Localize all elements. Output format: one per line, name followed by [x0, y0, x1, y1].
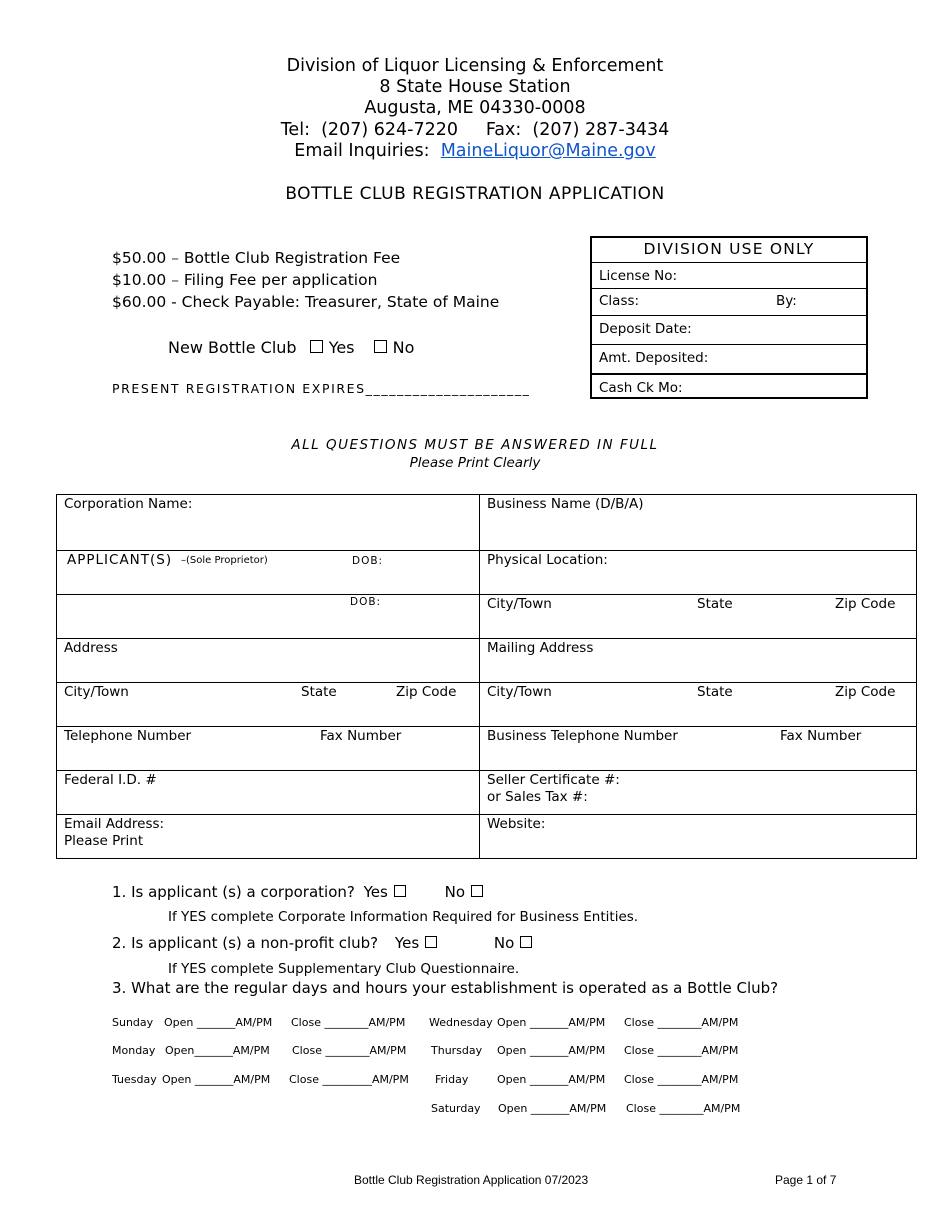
question-1-text: 1. Is applicant (s) a corporation? — [112, 883, 355, 901]
email-link[interactable]: MaineLiquor@Maine.gov — [440, 141, 656, 161]
tuesday-close-field[interactable]: Close _________AM/PM — [289, 1073, 409, 1086]
address-field[interactable] — [57, 639, 480, 683]
zip-code-label: Zip Code — [835, 596, 896, 612]
question-1-note: If YES complete Corporate Information Required for Business Entities. — [168, 909, 639, 925]
new-bottle-club-label: New Bottle Club — [168, 338, 297, 357]
email-address-field[interactable] — [57, 815, 480, 859]
address-label: Address — [64, 640, 118, 656]
mailing-address-label: Mailing Address — [487, 640, 594, 656]
question-1 — [112, 883, 485, 901]
agency-email-line — [0, 141, 950, 162]
new-club-no-checkbox[interactable] — [374, 340, 387, 353]
mailing-city-state-zip-field[interactable] — [480, 683, 917, 727]
dob-label: DOB: — [350, 596, 382, 608]
question-2-note: If YES complete Supplementary Club Questionnaire. — [168, 961, 520, 977]
fee-description: Filing Fee per application — [183, 271, 378, 289]
question-2-text: 2. Is applicant (s) a non-profit club? — [112, 934, 379, 952]
table-row — [57, 683, 917, 727]
seller-certificate-field[interactable] — [480, 771, 917, 815]
saturday-close-field[interactable]: Close ________AM/PM — [626, 1102, 741, 1115]
cash-ck-mo-field[interactable] — [592, 373, 866, 399]
instructions-line-1: ALL QUESTIONS MUST BE ANSWERED IN FULL — [291, 437, 659, 453]
corporation-name-label: Corporation Name: — [64, 496, 193, 512]
fee-line-1: $50.00 – Bottle Club Registration Fee — [112, 249, 401, 267]
fax-number-label: Fax Number — [320, 728, 402, 744]
state-label: State — [697, 684, 733, 700]
footer-form-id: Bottle Club Registration Application 07/2023 — [354, 1173, 589, 1187]
website-label: Website: — [487, 816, 546, 832]
federal-id-field[interactable] — [57, 771, 480, 815]
seller-certificate-label: Seller Certificate #: — [487, 772, 620, 788]
applicant-2-field[interactable] — [57, 595, 480, 639]
table-row — [57, 595, 917, 639]
question-2 — [112, 934, 534, 952]
class-field[interactable] — [592, 288, 866, 315]
table-row — [57, 639, 917, 683]
by-label: By: — [776, 293, 797, 309]
q2-no-checkbox[interactable] — [520, 936, 532, 948]
applicants-label: APPLICANT(S) — [67, 552, 173, 568]
fee-amount: $50.00 — [112, 249, 167, 267]
license-no-field[interactable] — [592, 262, 866, 288]
wednesday-close-field[interactable]: Close ________AM/PM — [624, 1016, 739, 1029]
day-sunday: Sunday — [112, 1016, 154, 1029]
yes-label: Yes — [328, 338, 355, 357]
fax-label: Fax: — [485, 120, 522, 140]
day-monday: Monday — [112, 1044, 156, 1057]
fee-description: Bottle Club Registration Fee — [183, 249, 401, 267]
email-address-labels — [64, 816, 164, 850]
class-label: Class: — [599, 293, 640, 309]
friday-open-field[interactable]: Open _______AM/PM — [497, 1073, 606, 1086]
email-address-label: Email Address: — [64, 816, 165, 832]
fax-number: (207) 287-3434 — [532, 120, 670, 140]
day-saturday: Saturday — [431, 1102, 481, 1115]
applicant-info-table — [56, 494, 917, 859]
monday-close-field[interactable]: Close ________AM/PM — [292, 1044, 407, 1057]
sunday-close-field[interactable]: Close ________AM/PM — [291, 1016, 406, 1029]
email-label: Email Inquiries: — [294, 141, 430, 161]
form-title: BOTTLE CLUB REGISTRATION APPLICATION — [285, 184, 665, 204]
day-wednesday: Wednesday — [429, 1016, 493, 1029]
dob-label: DOB: — [352, 555, 384, 567]
fee-line-3: $60.00 - Check Payable: Treasurer, State of Maine — [112, 293, 500, 311]
q1-no-checkbox[interactable] — [471, 885, 483, 897]
physical-city-state-zip-field[interactable] — [480, 595, 917, 639]
tel-number: (207) 624-7220 — [321, 120, 458, 140]
tuesday-open-field[interactable]: Open _______AM/PM — [162, 1073, 271, 1086]
no-label: No — [444, 883, 466, 901]
friday-close-field[interactable]: Close ________AM/PM — [624, 1073, 739, 1086]
thursday-close-field[interactable]: Close ________AM/PM — [624, 1044, 739, 1057]
business-name-field[interactable] — [480, 495, 917, 551]
amt-deposited-field[interactable] — [592, 344, 866, 373]
state-label: State — [697, 596, 733, 612]
sales-tax-label: or Sales Tax #: — [487, 789, 588, 805]
present-registration-expires-field[interactable]: PRESENT REGISTRATION EXPIRES_____________________ — [112, 381, 531, 396]
q1-yes-checkbox[interactable] — [394, 885, 406, 897]
business-telephone-label: Business Telephone Number — [487, 728, 678, 744]
day-friday: Friday — [435, 1073, 469, 1086]
day-thursday: Thursday — [431, 1044, 483, 1057]
yes-label: Yes — [394, 934, 420, 952]
agency-name: Division of Liquor Licensing & Enforcement — [286, 56, 664, 76]
telephone-fax-field[interactable] — [57, 727, 480, 771]
deposit-date-field[interactable] — [592, 315, 866, 344]
zip-code-label: Zip Code — [835, 684, 896, 700]
agency-address-line2: Augusta, ME 04330-0008 — [364, 98, 586, 118]
new-club-yes-checkbox[interactable] — [310, 340, 323, 353]
city-town-label: City/Town — [487, 596, 552, 612]
business-name-label: Business Name (D/B/A) — [487, 496, 644, 512]
physical-location-label: Physical Location: — [487, 552, 608, 568]
table-row — [57, 727, 917, 771]
footer-page-number: Page 1 of 7 — [775, 1173, 837, 1187]
amt-deposited-label: Amt. Deposited: — [599, 350, 709, 366]
instructions-line-2: Please Print Clearly — [409, 455, 541, 471]
agency-address-line1: 8 State House Station — [379, 77, 571, 97]
business-telephone-fax-field[interactable] — [480, 727, 917, 771]
sunday-open-field[interactable]: Open _______AM/PM — [164, 1016, 273, 1029]
physical-location-field[interactable] — [480, 551, 917, 595]
fee-line-2: $10.00 – Filing Fee per application — [112, 271, 378, 289]
thursday-open-field[interactable]: Open _______AM/PM — [497, 1044, 606, 1057]
state-label: State — [301, 684, 337, 700]
federal-id-label: Federal I.D. # — [64, 772, 157, 788]
website-field[interactable] — [480, 815, 917, 859]
table-row — [57, 495, 917, 551]
please-print-label: Please Print — [64, 833, 144, 849]
q2-yes-checkbox[interactable] — [425, 936, 437, 948]
applicant-city-state-zip-field[interactable] — [57, 683, 480, 727]
city-town-label: City/Town — [64, 684, 129, 700]
yes-label: Yes — [363, 883, 388, 901]
license-no-label: License No: — [599, 268, 678, 284]
day-tuesday: Tuesday — [112, 1073, 157, 1086]
zip-code-label: Zip Code — [396, 684, 457, 700]
saturday-open-field[interactable]: Open _______AM/PM — [498, 1102, 607, 1115]
seller-certificate-labels — [487, 772, 620, 806]
cash-ck-mo-label: Cash Ck Mo: — [599, 380, 683, 396]
wednesday-open-field[interactable]: Open _______AM/PM — [497, 1016, 606, 1029]
question-3: 3. What are the regular days and hours your establishment is operated as a Bottle Club? — [112, 979, 779, 997]
agency-phone-line — [0, 120, 950, 141]
division-use-title: DIVISION USE ONLY — [643, 240, 815, 258]
new-bottle-club-row — [168, 338, 414, 357]
mailing-address-field[interactable] — [480, 639, 917, 683]
telephone-number-label: Telephone Number — [64, 728, 192, 744]
monday-open-field[interactable]: Open_______AM/PM — [165, 1044, 270, 1057]
deposit-date-label: Deposit Date: — [599, 321, 692, 337]
tel-label: Tel: — [280, 120, 310, 140]
no-label: No — [493, 934, 515, 952]
applicant-1-field[interactable] — [57, 551, 480, 595]
table-row — [57, 771, 917, 815]
table-row — [57, 815, 917, 859]
table-row — [57, 551, 917, 595]
corporation-name-field[interactable] — [57, 495, 480, 551]
division-use-only-box — [590, 236, 868, 399]
fee-amount: $10.00 — [112, 271, 167, 289]
fax-number-label: Fax Number — [780, 728, 862, 744]
no-label: No — [392, 338, 415, 357]
city-town-label: City/Town — [487, 684, 552, 700]
sole-proprietor-label: –(Sole Proprietor) — [181, 555, 268, 566]
